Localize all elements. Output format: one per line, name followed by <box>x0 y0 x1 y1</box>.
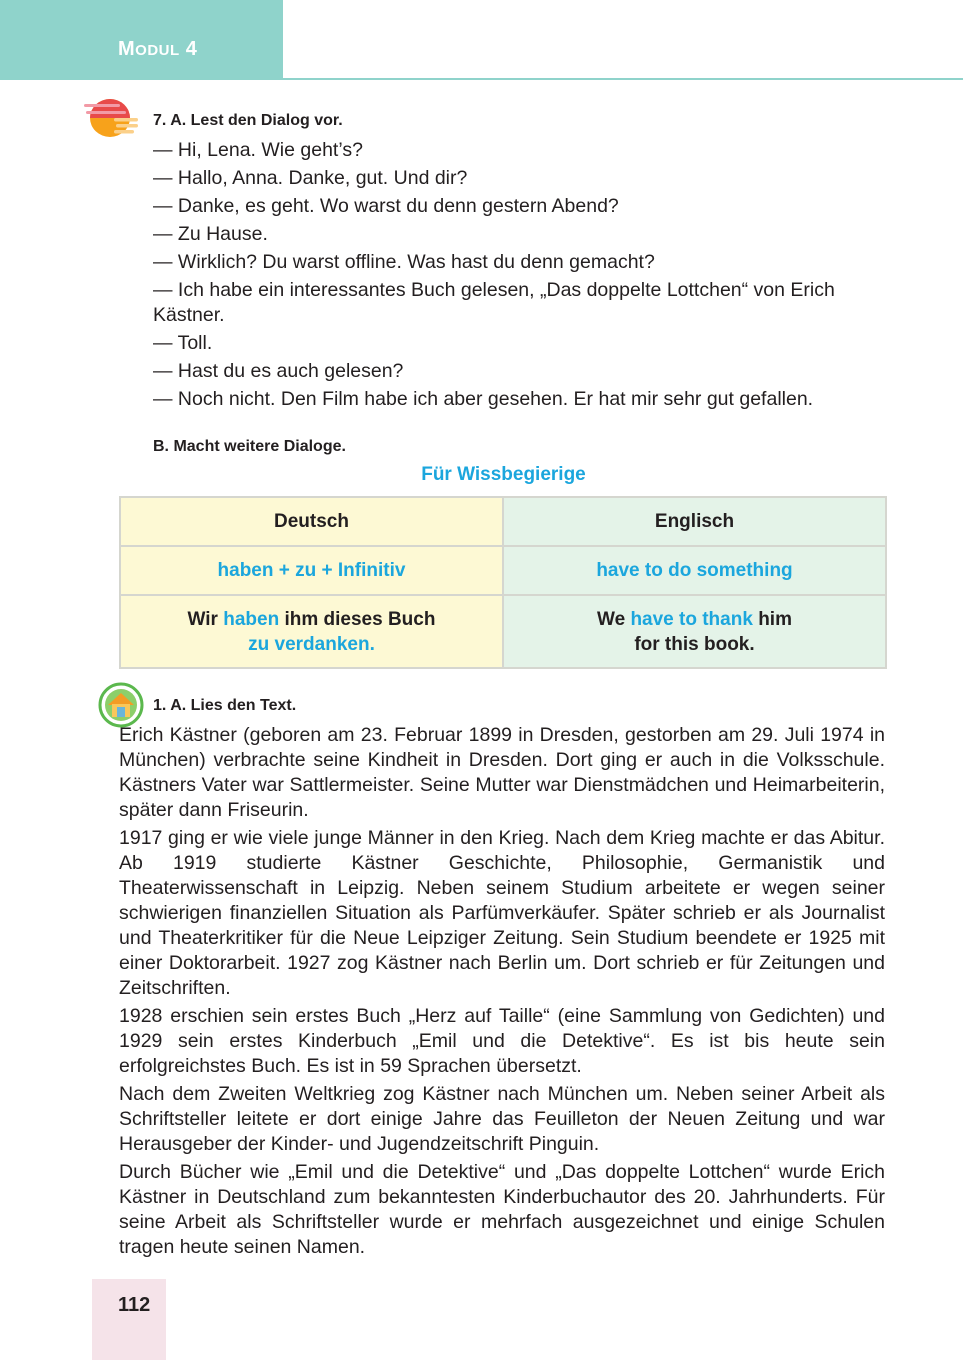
wissbegierige-title: Für Wissbegierige <box>421 464 586 485</box>
dialog-line: — Noch nicht. Den Film habe ich aber gesehen. Er hat mir sehr gut gefallen. <box>153 388 814 410</box>
example-englisch <box>503 595 886 668</box>
example-en-highlight: have to thank <box>630 608 753 630</box>
page-number: 112 <box>118 1294 151 1316</box>
task-7b-title: B. Macht weitere Dialoge. <box>153 438 346 455</box>
dialog-line: — Hallo, Anna. Danke, gut. Und dir? <box>153 167 468 189</box>
paragraph: 1917 ging er wie viele junge Männer in den Krieg. Nach dem Krieg machte er das Abitur. Ab 1919 studierte Kästner Geschichte, Philosophie, Germanistik und Theaterwissenschaft in Leipzig. Neben seinem Studium arbeitete er wegen seiner schwierigen finanziellen Situation als Parfümverkäufer. Später schrieb er als Journalist und Theaterkritiker für die Neue Leipziger Zeitung. Sein Studium beendete er 1925 mit einer Doktorarbeit. 1927 zog Kästner nach Berlin um. Dort schrieb er für Zeitungen und Zeitschriften. <box>119 827 885 999</box>
example-de-highlight: haben <box>223 608 280 630</box>
example-de-part: Wir <box>187 608 224 630</box>
module-rest: ODUL <box>135 42 180 59</box>
homework-house-icon <box>98 682 144 728</box>
example-de-part: ihm dieses Buch <box>279 608 436 630</box>
dialog-line: — Danke, es geht. Wo warst du denn gestern Abend? <box>153 195 619 217</box>
paragraph: 1928 erschien sein erstes Buch „Herz auf Taille“ (eine Sammlung von Gedichten) und 1929 sein erstes Kinderbuch „Emil und die Detektive“. Es ist bis heute sein erfolgreichstes Buch. Es ist in 59 Sprachen übersetzt. <box>119 1005 885 1077</box>
dialog-line: — Zu Hause. <box>153 223 268 245</box>
paragraph: Nach dem Zweiten Weltkrieg zog Kästner nach München um. Neben seiner Arbeit als Schriftsteller leitete er dort einige Jahre das Feuilleton der Neuen Zeitung und war Herausgeber der Kinder- und Jugendzeitschrift Pinguin. <box>119 1083 885 1155</box>
module-number: 4 <box>185 38 198 60</box>
dialog-line: — Hast du es auch gelesen? <box>153 360 404 382</box>
header-deutsch: Deutsch <box>120 497 503 546</box>
task-7-title: 7. A. Lest den Dialog vor. <box>153 112 343 129</box>
page-number-box <box>92 1279 166 1360</box>
reading-text <box>119 723 885 1263</box>
example-deutsch <box>120 595 503 668</box>
task-1-title: 1. A. Lies den Text. <box>153 697 297 714</box>
dialog-line: — Wirklich? Du warst offline. Was hast du denn gemacht? <box>153 251 655 273</box>
module-initial: M <box>118 38 136 60</box>
dialog-line: — Toll. <box>153 332 213 354</box>
header-englisch: Englisch <box>503 497 886 546</box>
speaking-hand-icon <box>84 96 142 140</box>
example-en-part: We <box>597 608 631 630</box>
dialog <box>153 138 893 415</box>
grammar-table <box>119 496 887 669</box>
paragraph: Durch Bücher wie „Emil und die Detektive“ und „Das doppelte Lottchen“ wurde Erich Kästner in Deutschland zum bekanntesten Kinderbuchautor des 20. Jahrhunderts. Für seine Arbeit als Schriftsteller wurde er mehrfach ausgezeichnet und einige Schulen tragen heute seinen Namen. <box>119 1161 885 1258</box>
paragraph: Erich Kästner (geboren am 23. Februar 1899 in Dresden, gestorben am 29. Juli 1974 in München) verbrachte seine Kindheit in Dresden. Dort ging er auch in die Volksschule. Kästners Vater war Sattlermeister. Seine Mutter war Dienstmädchen und Heimarbeiterin, später dann Friseurin. <box>119 724 885 821</box>
example-de-highlight: zu verdanken. <box>248 633 375 655</box>
dialog-line: — Hi, Lena. Wie geht’s? <box>153 139 363 161</box>
example-en-part: him <box>752 608 792 630</box>
header-rule <box>283 78 963 80</box>
rule-deutsch: haben + zu + Infinitiv <box>120 546 503 595</box>
dialog-line: — Ich habe ein interessantes Buch gelesen, „Das doppelte Lottchen“ von Erich Kästner. <box>153 279 835 326</box>
example-en-part: for this book. <box>634 633 755 655</box>
rule-englisch: have to do something <box>503 546 886 595</box>
module-label <box>118 38 197 61</box>
